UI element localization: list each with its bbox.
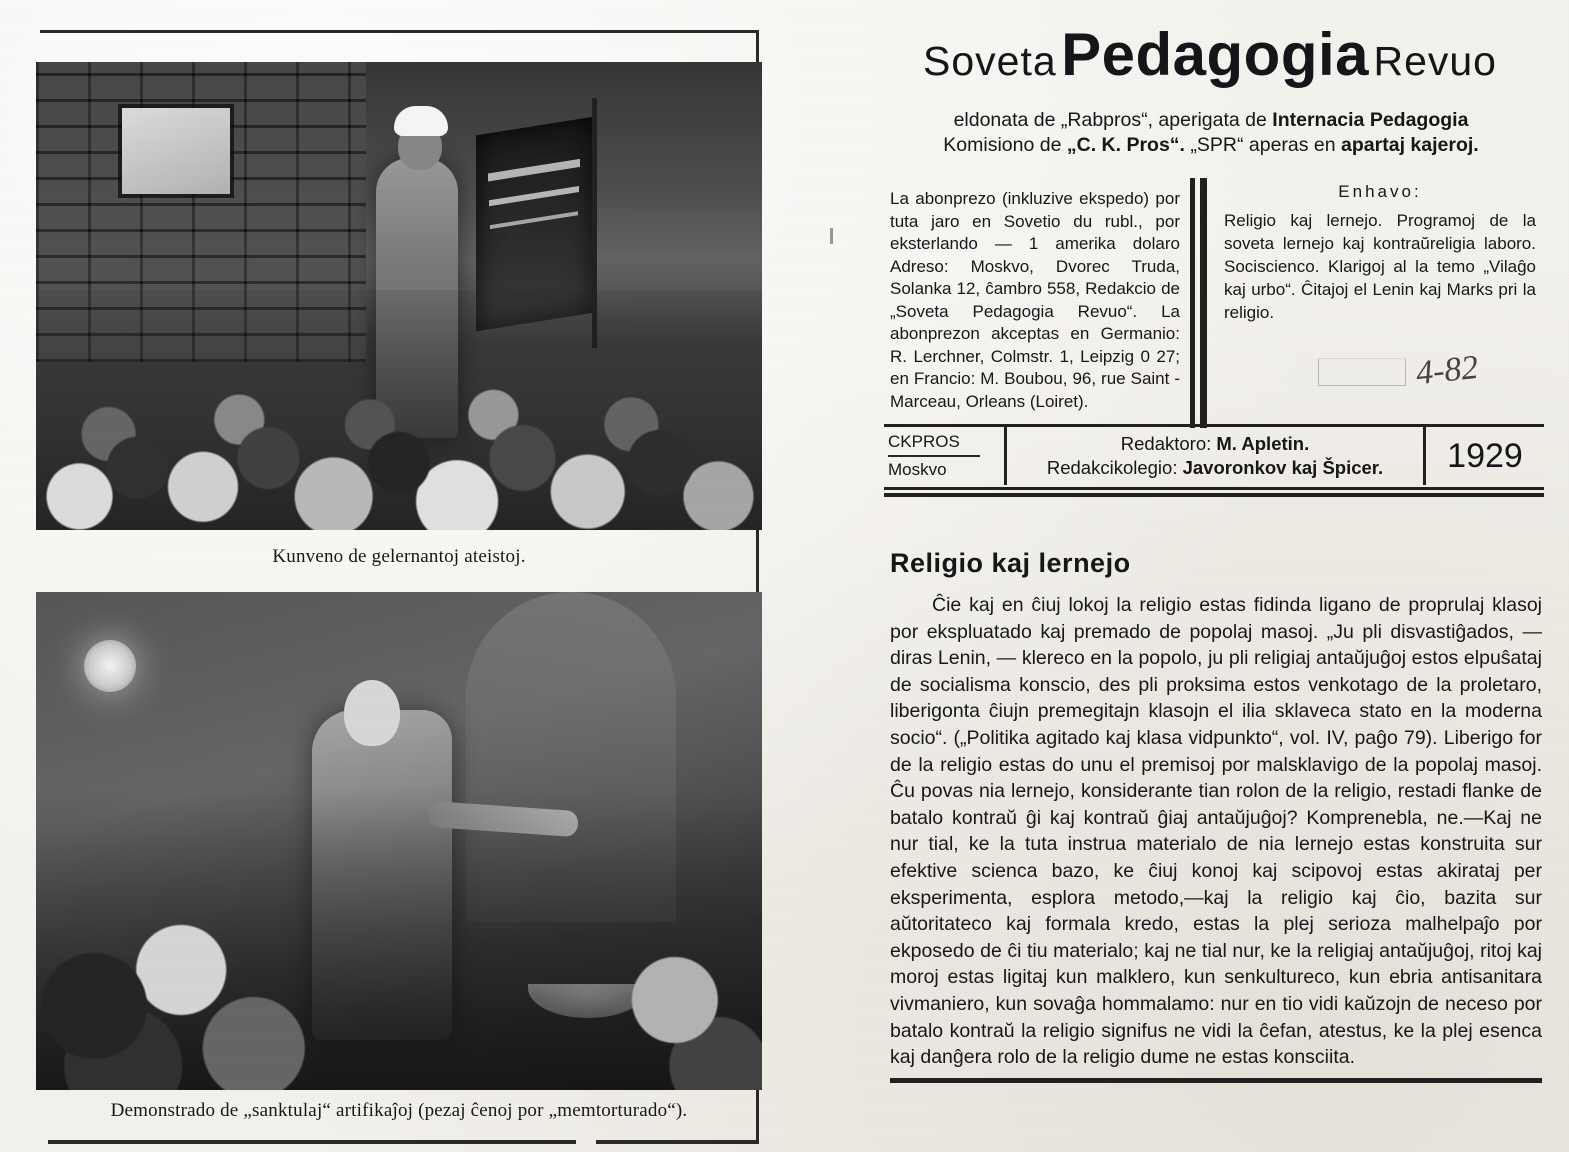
masthead-word-main: Pedagogia	[1061, 21, 1370, 88]
masthead	[872, 20, 1548, 89]
contents-heading: Enhavo:	[1338, 182, 1422, 201]
imprint-rule-bottom	[884, 487, 1544, 490]
subtitle-part-3: Komisiono de	[943, 134, 1067, 156]
subtitle-part-5: „SPR“ aperas en	[1184, 134, 1342, 156]
faint-stamp-mark	[1318, 358, 1406, 386]
demonstration-photo	[36, 592, 762, 1090]
imprint-row	[884, 427, 1544, 485]
masthead-word-right: Revuo	[1373, 38, 1497, 84]
handwritten-annotation: 4-82	[1414, 348, 1481, 393]
central-figure-head	[344, 680, 400, 746]
speaker-hat	[394, 106, 448, 136]
imprint-issuer	[884, 427, 1004, 485]
imprint-board-label: Redakcikolegio:	[1046, 457, 1178, 478]
imprint-issuer-name: CKPROS	[888, 432, 960, 451]
imprint-editors	[1004, 427, 1426, 485]
page-edge-mark	[830, 228, 833, 244]
imprint-board-line	[1047, 456, 1383, 480]
right-page	[860, 0, 1560, 1152]
meeting-photo	[36, 62, 762, 530]
left-page-bottom-rule-b	[596, 1140, 756, 1144]
subtitle-part-6: apartaj kajeroj.	[1341, 134, 1479, 156]
imprint-board-names: Javoronkov kaj Špicer.	[1182, 457, 1384, 478]
article-bottom-rule	[890, 1078, 1542, 1083]
vertical-divider-rules	[1190, 178, 1212, 428]
subtitle-part-2: Internacia Pedagogia	[1272, 109, 1469, 131]
imprint-issuer-city: Moskvo	[888, 460, 947, 479]
imprint-rule-bottom-thick	[884, 493, 1544, 497]
contents-list: Religio kaj lernejo. Programoj de la soveta lernejo kaj kontraŭreligia laboro. Sociscienco. Klarigoj al la temo „Vilaĝo kaj urbo“. Ĉitajoj el Lenin kaj Marks pri la religio.	[1224, 211, 1536, 322]
window-shape	[122, 108, 230, 194]
demonstration-photo-caption: Demonstrado de „sanktulaj“ artifikaĵoj (pezaj ĉenoj por „memtorturado“).	[110, 1100, 688, 1121]
subscription-info: La abonprezo (inkluzive ekspedo) por tuta jaro en Sovetio du rubl., por eksterlando — 1 amerika dolaro Adreso: Moskvo, Dvorec Truda, Solanka 12, ĉambro 558, Redakcio de „Soveta Pedagogia Revuo“. La abonprezon akceptas en Germanio: R. Lerchner, Colmstr. 1, Leipzig 0 27; en Francio: M. Boubou, 96, rue Saint - Marceau, Orleans (Loiret).	[890, 189, 1180, 411]
lamp-light	[84, 640, 136, 692]
imprint-year: 1929	[1447, 436, 1523, 475]
subtitle-part-1: eldonata de „Rabpros“, aperigata de	[953, 109, 1273, 131]
crowd-of-listeners	[36, 290, 762, 530]
left-page-bottom-rule-a	[48, 1140, 576, 1144]
subtitle-part-4: „C. K. Pros“.	[1066, 134, 1185, 156]
left-page-top-rule	[40, 30, 756, 33]
meeting-photo-caption: Kunveno de gelernantoj ateistoj.	[272, 546, 526, 567]
article-body: Ĉie kaj en ĉiuj lokoj la religio estas fidinda ligano de proprulaj klasoj por ekspluatado kaj premado de popolaj masoj. „Ju pli disvastiĝados, — diras Lenin, — klereco en la popolo, ju pli religiaj antaŭjuĝoj estos elpuŝataj de socialisma konscio, des pli proksima estos venkotago de la proletaro, liberigonta ĉiujn premegitajn klasojn el ilia sklaveca stato en la moderna socio“. („Politika agitado kaj klasa vidpunkto“, vol. IV, paĝo 79). Liberigo for de la religio estas do unu el premisoj por malsklavigo de la popolaj masoj. Ĉu povas nia lernejo, konsiderante tian rolon de la religio, restadi flanke de batalo kontraŭ ĝi kaj kontraŭ ĝiaj antaŭjuĝoj? Komprenebla, ne.—Kaj ne nur tial, ke la tuta instrua materialo de nia lernejo estas konstruita sur efektive scienca bazo, ke ĉiuj konoj kaj scipovoj estas akirataj per eksperimenta, esplora metodo,—kaj la religio kaj ĉio, bazita sur aŭtoritateco kaj formala kredo, estas la plej serioza malhelpaĵo por ekposedo de ĉi tiu materialo; kaj ne tial nur, ke la religiaj antaŭjuĝoj, ritoj kaj moroj estas ligitaj kun malklero, kun senkultureco, kun ebria antisanitara vivmaniero, kun sovaĝa hommalamo: nur en tio vidi kaŭzojn de neceso por batalo kontraŭ la religio signifus ne vidi la ĉefan, atestus, ke la plej esenca kaj danĝera rolo de la religio dume ne estas konsciita.	[890, 594, 1542, 1069]
contents-block	[1224, 180, 1536, 324]
imprint-issuer-underline	[888, 455, 980, 457]
imprint-table	[884, 424, 1544, 497]
masthead-subtitle	[878, 108, 1544, 158]
article-title: Religio kaj lernejo	[890, 548, 1131, 578]
imprint-editor-name: M. Apletin.	[1216, 433, 1310, 454]
crowd-figures	[36, 790, 762, 1090]
imprint-editor-label: Redaktoro:	[1120, 433, 1212, 454]
imprint-editor-line	[1121, 432, 1309, 456]
masthead-word-left: Soveta	[923, 38, 1057, 84]
